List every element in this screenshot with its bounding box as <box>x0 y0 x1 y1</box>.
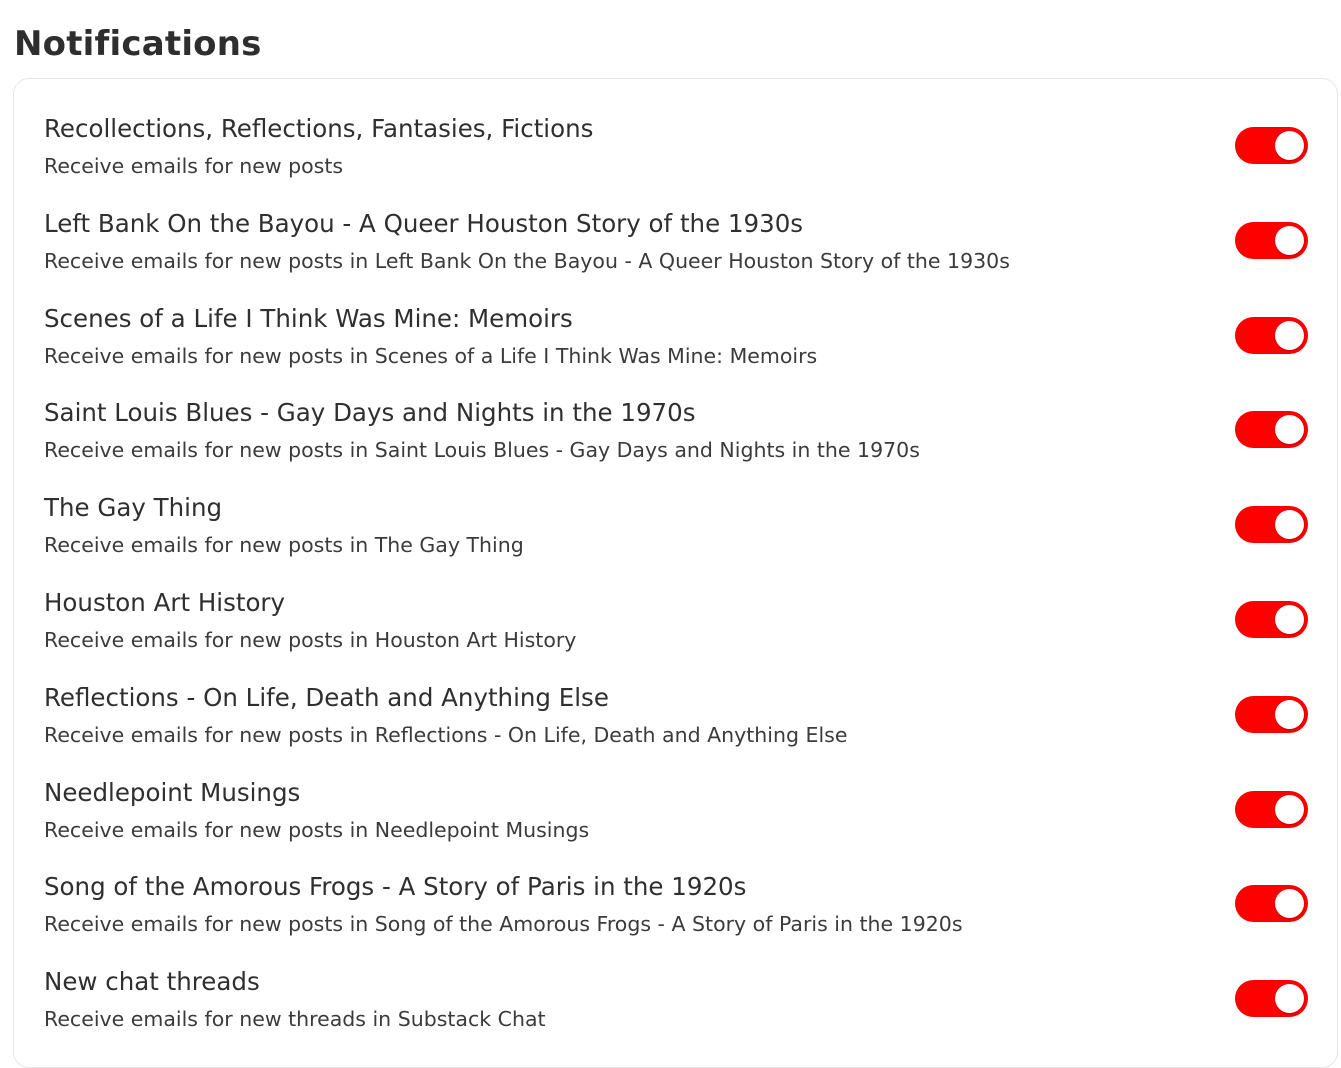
list-item-text <box>44 207 1010 276</box>
email-toggle[interactable] <box>1235 885 1308 922</box>
list-item <box>14 396 1337 491</box>
publication-title: Scenes of a Life I Think Was Mine: Memoirs <box>44 303 573 333</box>
list-item-text <box>44 965 546 1034</box>
list-item <box>14 491 1337 586</box>
notification-list <box>14 112 1337 1060</box>
notification-description: Receive emails for new posts <box>44 154 344 178</box>
email-toggle[interactable] <box>1235 601 1308 638</box>
email-toggle[interactable] <box>1235 696 1308 733</box>
list-item-text <box>44 586 576 655</box>
chat-threads-title: New chat threads <box>44 967 260 997</box>
email-toggle[interactable] <box>1235 127 1308 164</box>
toggle-knob <box>1275 226 1304 255</box>
notification-description: Receive emails for new posts in Song of the Amorous Frogs - A Story of Paris in the 1920s <box>44 912 963 937</box>
list-item <box>14 776 1337 871</box>
list-item-text <box>44 302 817 371</box>
notification-description: Receive emails for new posts in Reflections - On Life, Death and Anything Else <box>44 722 848 747</box>
notification-description: Receive emails for new posts in Scenes of a Life I Think Was Mine: Memoirs <box>44 343 818 368</box>
list-item <box>14 965 1337 1060</box>
list-item-text <box>44 491 524 560</box>
email-toggle[interactable] <box>1235 222 1308 259</box>
email-toggle[interactable] <box>1235 506 1308 543</box>
toggle-knob <box>1275 984 1304 1013</box>
list-item <box>14 112 1337 207</box>
notification-description: Receive emails for new posts in Houston Art History <box>44 627 577 652</box>
email-toggle[interactable] <box>1235 317 1308 354</box>
publication-title: Houston Art History <box>44 587 286 617</box>
publication-title: Saint Louis Blues - Gay Days and Nights in the 1970s <box>44 398 696 428</box>
list-item <box>14 207 1337 302</box>
list-item-text <box>44 776 589 845</box>
publication-title: Needlepoint Musings <box>44 777 301 807</box>
toggle-knob <box>1275 131 1304 160</box>
notification-description: Receive emails for new threads in Substack Chat <box>44 1007 546 1032</box>
list-item-text <box>44 870 963 939</box>
list-item <box>14 586 1337 681</box>
page-title: Notifications <box>14 24 262 64</box>
email-toggle[interactable] <box>1235 791 1308 828</box>
publication-title: Left Bank On the Bayou - A Queer Houston Story of the 1930s <box>44 208 804 238</box>
notification-description: Receive emails for new posts in The Gay Thing <box>44 533 524 558</box>
list-item <box>14 302 1337 397</box>
list-item-text <box>44 396 920 465</box>
list-item-text <box>44 681 847 750</box>
list-item <box>14 870 1337 965</box>
publication-title: The Gay Thing <box>44 493 223 523</box>
notification-description: Receive emails for new posts in Left Bank On the Bayou - A Queer Houston Story of the 1930s <box>44 248 1010 273</box>
list-item <box>14 681 1337 776</box>
toggle-knob <box>1275 321 1304 350</box>
toggle-knob <box>1275 700 1304 729</box>
toggle-knob <box>1275 510 1304 539</box>
publication-title: Recollections, Reflections, Fantasies, Fictions <box>44 114 594 143</box>
notification-description: Receive emails for new posts in Needlepoint Musings <box>44 817 590 842</box>
publication-title: Song of the Amorous Frogs - A Story of Paris in the 1920s <box>44 872 747 902</box>
notifications-card <box>13 78 1338 1068</box>
email-toggle[interactable] <box>1235 980 1308 1017</box>
notification-description: Receive emails for new posts in Saint Louis Blues - Gay Days and Nights in the 1970s <box>44 438 920 463</box>
toggle-knob <box>1275 605 1304 634</box>
publication-title: Reflections - On Life, Death and Anything Else <box>44 682 609 712</box>
toggle-knob <box>1275 795 1304 824</box>
toggle-knob <box>1275 889 1304 918</box>
toggle-knob <box>1275 415 1304 444</box>
email-toggle[interactable] <box>1235 411 1308 448</box>
list-item-text <box>44 112 593 181</box>
